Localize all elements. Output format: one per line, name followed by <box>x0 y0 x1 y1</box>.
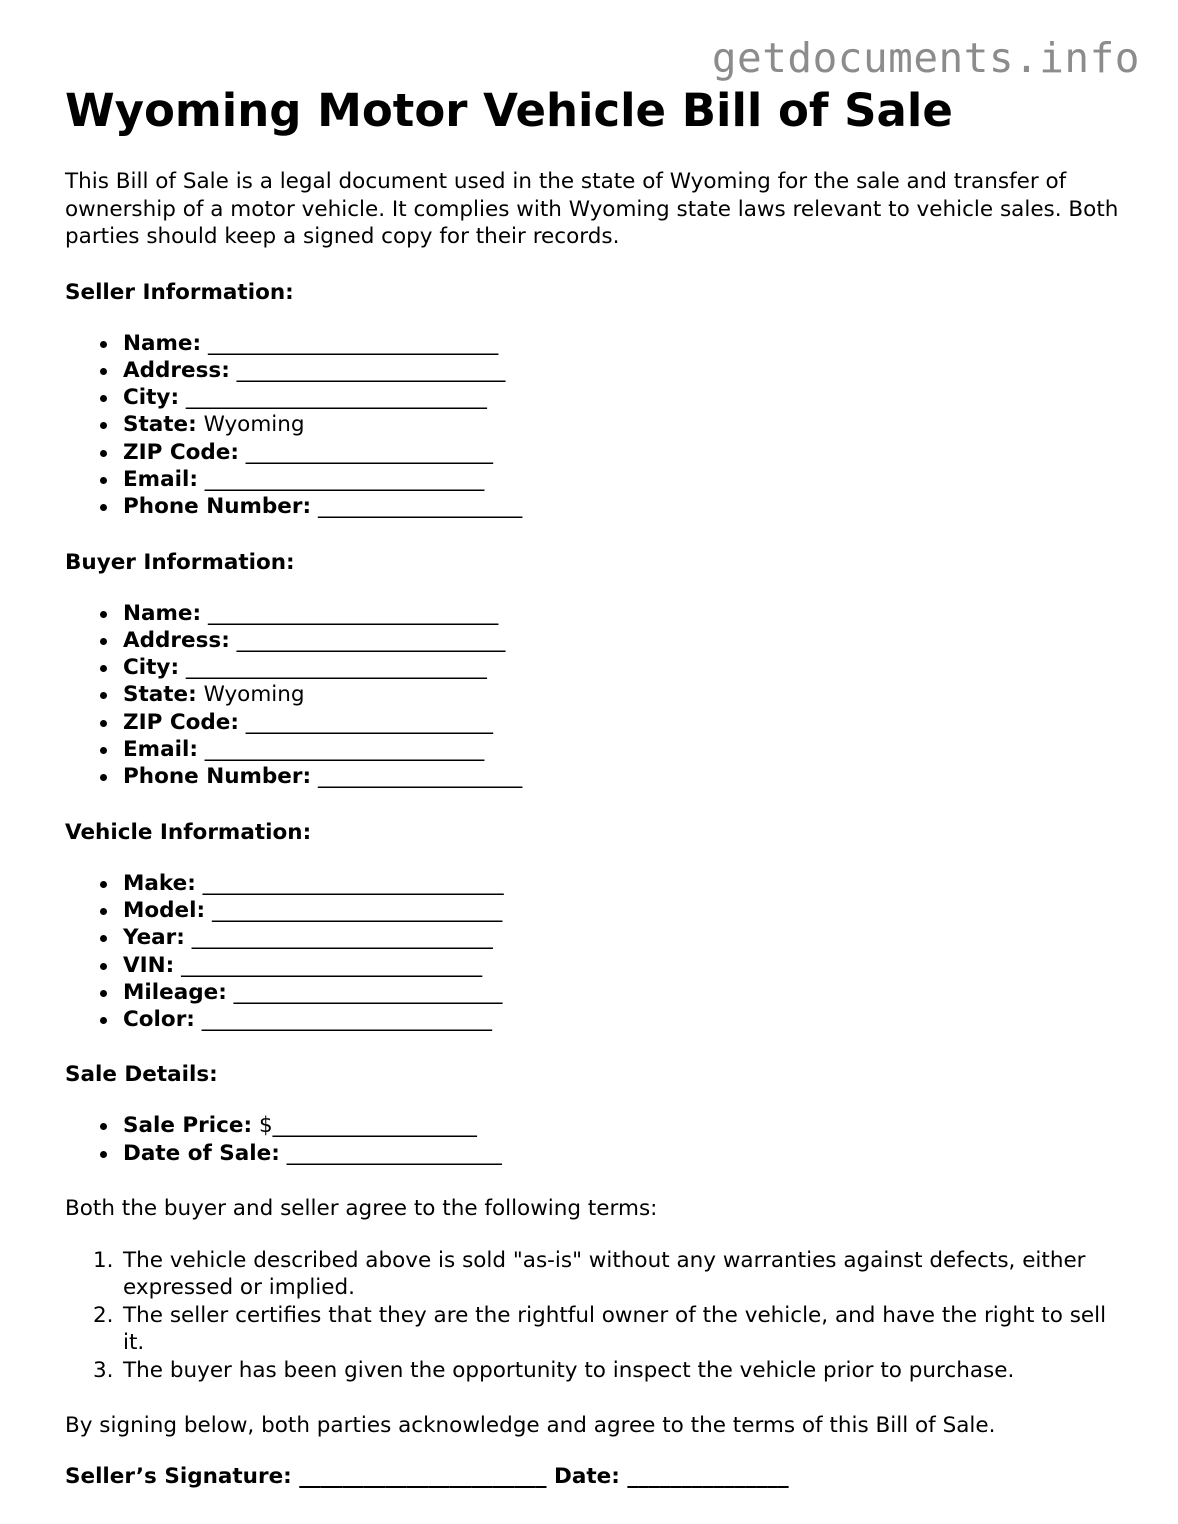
term-text: The buyer has been given the opportunity to inspect the vehicle prior to purchase. <box>123 1357 1015 1383</box>
field-label: ZIP Code: <box>123 709 239 735</box>
terms-list <box>65 1247 1125 1385</box>
field-label: City: <box>123 385 180 411</box>
term-text: The vehicle described above is sold "as-is" without any warranties against defects, either expressed or implied. <box>123 1247 1086 1301</box>
seller-city-item <box>123 384 1125 411</box>
field-label: Email: <box>123 466 198 492</box>
field-label: Date of Sale: <box>123 1140 280 1166</box>
field-label: Sale Price: <box>123 1113 253 1139</box>
acknowledgement-paragraph: By signing below, both parties acknowledge and agree to the terms of this Bill of Sale. <box>65 1413 996 1439</box>
vehicle-year-blank[interactable]: ____________________________ <box>191 925 493 951</box>
seller-signature-label: Seller’s Signature: <box>65 1463 292 1489</box>
vehicle-fields-list <box>65 870 1125 1034</box>
field-label: Year: <box>123 925 185 951</box>
seller-email-blank[interactable]: __________________________ <box>204 466 485 492</box>
seller-address-blank[interactable]: _________________________ <box>236 357 506 383</box>
vehicle-vin-blank[interactable]: ____________________________ <box>181 952 483 978</box>
field-label: Address: <box>123 357 230 383</box>
seller-section-heading: Seller Information: <box>65 279 294 305</box>
term-number: 3. <box>93 1357 114 1383</box>
term-text: The seller certifies that they are the rightful owner of the vehicle, and have the right to sell it. <box>123 1302 1107 1356</box>
field-label: Address: <box>123 627 230 653</box>
buyer-state-item <box>123 681 1125 708</box>
buyer-zip-blank[interactable]: _______________________ <box>245 709 494 735</box>
seller-fields-list <box>65 330 1125 521</box>
vehicle-make-item <box>123 870 1125 897</box>
term-item <box>93 1302 1125 1357</box>
seller-zip-item <box>123 439 1125 466</box>
intro-paragraph: This Bill of Sale is a legal document used in the state of Wyoming for the sale and transfer of ownership of a motor vehicle. It complies with Wyoming state laws relevant to vehicle sales. Both parties should keep a signed copy for their records. <box>65 169 1119 249</box>
buyer-phone-blank[interactable]: ___________________ <box>317 764 523 790</box>
sale-price-blank[interactable]: $___________________ <box>258 1113 477 1139</box>
field-label: Name: <box>123 600 202 626</box>
field-label: ZIP Code: <box>123 439 239 465</box>
field-label: Name: <box>123 330 202 356</box>
vehicle-color-item <box>123 1006 1125 1033</box>
seller-name-blank[interactable]: ___________________________ <box>207 330 499 356</box>
sale-date-blank[interactable]: ____________________ <box>286 1140 502 1166</box>
seller-signature-line[interactable]: _______________________ <box>299 1463 547 1489</box>
seller-phone-blank[interactable]: ___________________ <box>317 494 523 520</box>
vehicle-mileage-item <box>123 979 1125 1006</box>
vehicle-year-item <box>123 924 1125 951</box>
field-label: State: <box>123 682 197 708</box>
field-label: Phone Number: <box>123 494 312 520</box>
buyer-email-item <box>123 736 1125 763</box>
buyer-phone-item <box>123 763 1125 790</box>
vehicle-color-blank[interactable]: ___________________________ <box>201 1007 492 1033</box>
vehicle-make-blank[interactable]: ____________________________ <box>202 870 504 896</box>
buyer-city-item <box>123 654 1125 681</box>
vehicle-mileage-blank[interactable]: _________________________ <box>233 979 503 1005</box>
seller-state-item <box>123 411 1125 438</box>
buyer-state-value: Wyoming <box>203 682 305 708</box>
vehicle-model-blank[interactable]: ___________________________ <box>211 897 503 923</box>
buyer-address-blank[interactable]: _________________________ <box>236 627 506 653</box>
signature-date-label: Date: <box>554 1463 620 1489</box>
seller-zip-blank[interactable]: _______________________ <box>245 439 494 465</box>
seller-city-blank[interactable]: ____________________________ <box>185 385 487 411</box>
sale-date-item <box>123 1140 1125 1167</box>
field-label: Color: <box>123 1007 195 1033</box>
terms-intro: Both the buyer and seller agree to the following terms: <box>65 1196 658 1222</box>
signature-date-line[interactable]: _______________ <box>627 1463 789 1489</box>
vehicle-model-item <box>123 897 1125 924</box>
field-label: State: <box>123 412 197 438</box>
buyer-section-heading: Buyer Information: <box>65 549 295 575</box>
seller-email-item <box>123 466 1125 493</box>
seller-address-item <box>123 357 1125 384</box>
buyer-name-blank[interactable]: ___________________________ <box>207 600 499 626</box>
buyer-fields-list <box>65 600 1125 791</box>
term-number: 1. <box>93 1247 114 1273</box>
field-label: Mileage: <box>123 979 227 1005</box>
buyer-city-blank[interactable]: ____________________________ <box>185 655 487 681</box>
document-title: Wyoming Motor Vehicle Bill of Sale <box>65 84 953 137</box>
vehicle-section-heading: Vehicle Information: <box>65 819 312 845</box>
term-number: 2. <box>93 1302 114 1328</box>
buyer-email-blank[interactable]: __________________________ <box>204 737 485 763</box>
signature-row <box>65 1463 1125 1490</box>
field-label: VIN: <box>123 952 175 978</box>
vehicle-vin-item <box>123 952 1125 979</box>
buyer-name-item <box>123 600 1125 627</box>
seller-name-item <box>123 330 1125 357</box>
buyer-zip-item <box>123 709 1125 736</box>
field-label: Email: <box>123 737 198 763</box>
field-label: City: <box>123 655 180 681</box>
sale-fields-list <box>65 1112 1125 1167</box>
field-label: Model: <box>123 897 206 923</box>
watermark-text: getdocuments.info <box>711 34 1140 82</box>
sale-section-heading: Sale Details: <box>65 1062 218 1088</box>
term-item <box>93 1357 1125 1385</box>
term-item <box>93 1247 1125 1302</box>
document-page <box>65 82 1125 1490</box>
seller-phone-item <box>123 493 1125 520</box>
sale-price-item <box>123 1112 1125 1139</box>
field-label: Phone Number: <box>123 764 312 790</box>
seller-state-value: Wyoming <box>203 412 305 438</box>
buyer-address-item <box>123 627 1125 654</box>
field-label: Make: <box>123 870 196 896</box>
